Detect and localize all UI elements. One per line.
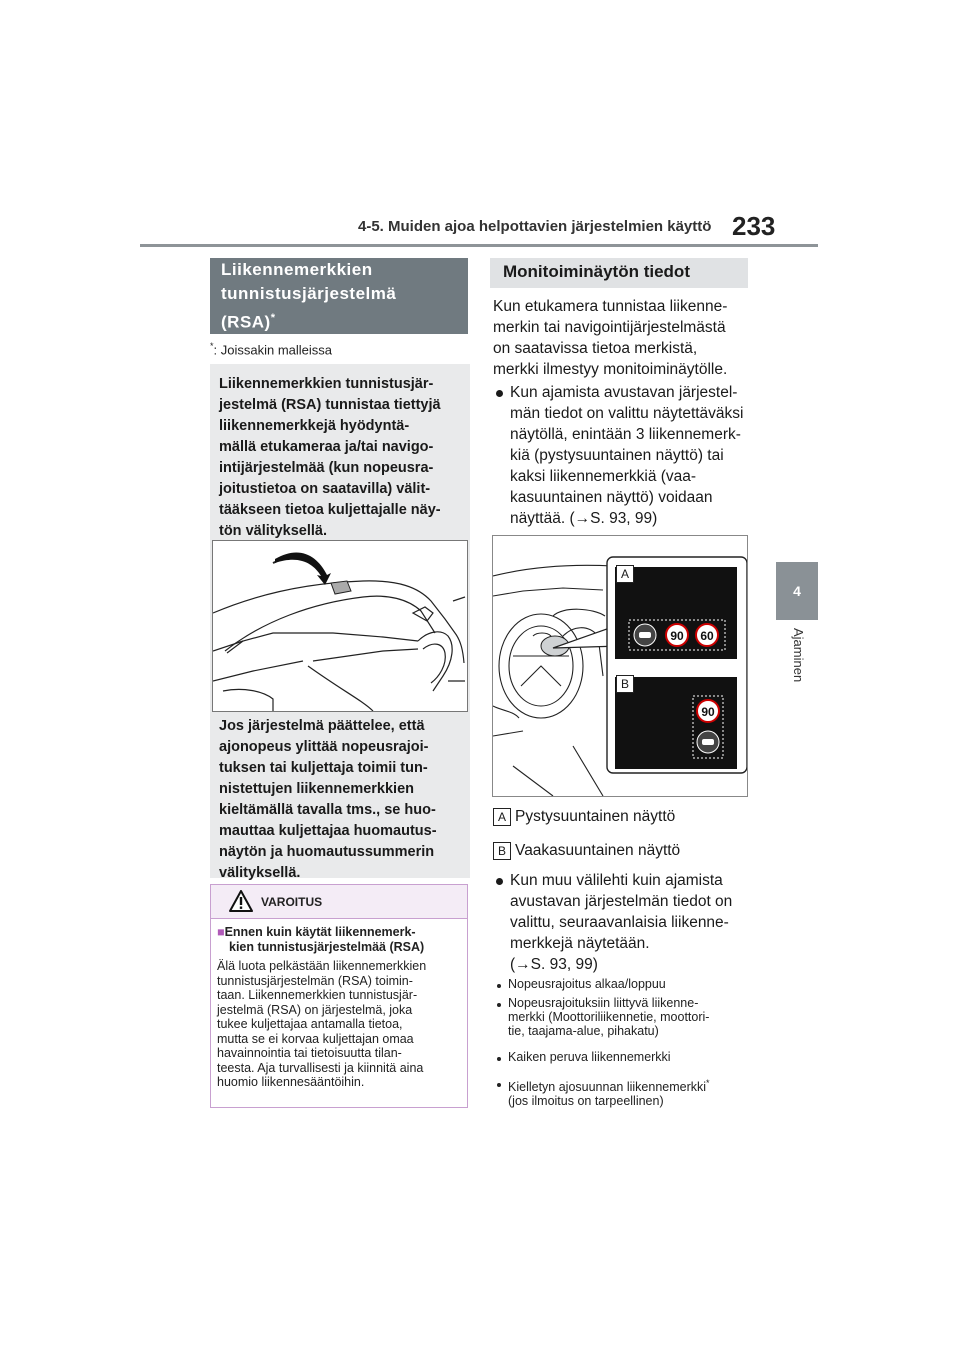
heading-line: (RSA) bbox=[221, 312, 271, 332]
section-title: 4-5. Muiden ajoa helpottavien järjestelmien käyttö bbox=[358, 218, 712, 235]
camera-location-illustration bbox=[212, 540, 468, 712]
text-line: Nopeusrajoituksiin liittyvä liikenne- bbox=[508, 996, 699, 1010]
list-item bbox=[508, 1076, 758, 1108]
rsa-intro-text bbox=[219, 374, 441, 542]
text-line: Kun ajamista avustavan järjestel- bbox=[510, 384, 738, 401]
text-line: Kaiken peruva liikennemerkki bbox=[508, 1050, 671, 1064]
warning-label: VAROITUS bbox=[261, 895, 323, 909]
list-item bbox=[508, 977, 758, 991]
text-line: avustavan järjestelmän tiedot on bbox=[510, 893, 733, 910]
text-line: nistettujen liikennemerkkien bbox=[219, 781, 415, 797]
text-line: tääkseen tietoa kuljettajalle näy- bbox=[219, 502, 441, 518]
rsa-section-heading bbox=[210, 258, 468, 334]
text-line: ajonopeus ylittää nopeusrajoi- bbox=[219, 739, 429, 755]
text-line: (→S. 93, 99) bbox=[510, 956, 598, 973]
list-item bbox=[508, 996, 758, 1038]
rsa-info-panel bbox=[210, 364, 470, 881]
text-line: (jos ilmoitus on tarpeellinen) bbox=[508, 1094, 664, 1109]
text-line: merkkejä näytetään. bbox=[510, 935, 650, 952]
text-line: Ennen kuin käytät liikennemerk- bbox=[224, 925, 416, 939]
text-line: Älä luota pelkästään liikennemerkkien bbox=[217, 959, 427, 973]
small-bullet-icon bbox=[497, 984, 501, 988]
text-line: jestelmä (RSA) on järjestelmä, joka bbox=[217, 1002, 413, 1017]
text-line: teesta. Aja turvallisesti ja kiinnitä aina bbox=[217, 1060, 424, 1075]
text-line: kaksi liikennemerkkiä (vaa- bbox=[510, 468, 697, 485]
square-bullet-icon: ■ bbox=[217, 925, 225, 939]
warning-box bbox=[210, 884, 468, 1108]
text-line: liikennemerkkejä hyödyntä- bbox=[219, 418, 410, 434]
text-line: kieltämällä tavalla tms., se huo- bbox=[219, 802, 436, 818]
text-line: havainnointia tai tietoisuutta tilan- bbox=[217, 1046, 402, 1060]
text-line: män tiedot on valittu näytettäväksi bbox=[510, 405, 744, 422]
text-line: mutta se ei korvaa kuljettajan omaa bbox=[217, 1031, 414, 1046]
legend-text-a: Pystysuuntainen näyttö bbox=[515, 808, 676, 825]
label-a-box: A bbox=[616, 565, 634, 583]
bullet-icon bbox=[496, 390, 503, 397]
label-b-box: B bbox=[616, 675, 634, 693]
small-bullet-icon bbox=[497, 1083, 501, 1087]
small-bullet-icon bbox=[497, 1057, 501, 1061]
heading-line: tunnistusjärjestelmä bbox=[221, 284, 397, 303]
text-line: kiä (pystysuuntainen näyttö) tai bbox=[510, 447, 724, 464]
page-number: 233 bbox=[732, 211, 776, 241]
text-line: tukee kuljettajaa antamalla tietoa, bbox=[217, 1017, 403, 1031]
warning-header bbox=[211, 885, 467, 919]
text-line: näyttää. (→S. 93, 99) bbox=[510, 510, 658, 527]
display-intro-text bbox=[493, 296, 727, 380]
heading-line: Liikennemerkkien bbox=[221, 260, 373, 279]
text-line: näytön ja huomautussummerin bbox=[219, 844, 435, 860]
text-line: Liikennemerkkien tunnistusjär- bbox=[219, 376, 434, 392]
text-line: merkin tai navigointijärjestelmästä bbox=[493, 319, 726, 336]
bullet-driver-assist-text bbox=[510, 382, 744, 529]
chapter-tab: 4 bbox=[776, 562, 818, 620]
header-rule bbox=[140, 244, 818, 247]
warning-subheading bbox=[217, 925, 424, 955]
text-line: Kun muu välilehti kuin ajamista bbox=[510, 872, 723, 889]
warning-body bbox=[217, 959, 465, 1090]
bullet-other-tab-text bbox=[510, 870, 732, 975]
text-line: joitustietoa on saatavilla) välit- bbox=[219, 481, 431, 497]
rsa-warning-text bbox=[219, 716, 437, 884]
text-line: kasuuntainen näyttö) voidaan bbox=[510, 489, 713, 506]
footnote-text: : Joissakin malleissa bbox=[213, 342, 333, 358]
text-line: Jos järjestelmä päättelee, että bbox=[219, 718, 425, 734]
legend-text-b: Vaakasuuntainen näyttö bbox=[515, 842, 681, 859]
text-line: näytöllä, enintään 3 liikennemerk- bbox=[510, 426, 741, 443]
text-line: huomio liikennesääntöihin. bbox=[217, 1075, 365, 1089]
heading-text: Monitoiminäytön tiedot bbox=[503, 262, 690, 281]
warning-triangle-icon bbox=[229, 890, 253, 912]
text-line: tön välityksellä. bbox=[219, 523, 327, 539]
text-line: mauttaa kuljettajaa huomautus- bbox=[219, 823, 437, 839]
speed-sign-90-b: 90 bbox=[701, 705, 715, 719]
text-line: Nopeusrajoitus alkaa/loppuu bbox=[508, 977, 666, 991]
heading-footnote-marker: * bbox=[270, 312, 276, 324]
speed-sign-60: 60 bbox=[700, 629, 714, 643]
text-line: intijärjestelmää (kun nopeusra- bbox=[219, 460, 434, 476]
text-line: välityksellä. bbox=[219, 865, 301, 881]
text-line: tie, taajama-alue, pihakatu) bbox=[508, 1024, 659, 1038]
text-line: tuksen tai kuljettaja toimii tun- bbox=[219, 760, 428, 776]
chapter-name: Ajaminen bbox=[791, 628, 806, 683]
text-line: on saatavissa tietoa merkistä, bbox=[493, 340, 698, 357]
footnote-marker: * bbox=[706, 1078, 710, 1088]
display-info-heading bbox=[490, 258, 748, 288]
legend-key-a: A bbox=[493, 808, 511, 826]
text-line: jestelmä (RSA) tunnistaa tiettyjä bbox=[219, 397, 441, 413]
legend-key-b: B bbox=[493, 842, 511, 860]
car-front-camera-icon bbox=[213, 541, 467, 711]
footnote-marker: * bbox=[210, 341, 214, 351]
small-bullet-icon bbox=[497, 1003, 501, 1007]
speed-sign-90-a: 90 bbox=[670, 629, 684, 643]
multi-display-figure bbox=[492, 535, 748, 797]
text-line: tunnistusjärjestelmän (RSA) toimin- bbox=[217, 973, 413, 988]
text-line: Kun etukamera tunnistaa liikenne- bbox=[493, 298, 728, 315]
text-line: merkki ilmestyy monitoiminäytölle. bbox=[493, 361, 728, 378]
bullet-icon bbox=[496, 878, 503, 885]
text-line: taan. Liikennemerkkien tunnistusjär- bbox=[217, 988, 418, 1002]
text-line: valittu, seuraavanlaisia liikenne- bbox=[510, 914, 729, 931]
footnote bbox=[210, 341, 332, 357]
text-line: mällä etukameraa ja/tai navigo- bbox=[219, 439, 434, 455]
text-line: Kielletyn ajosuunnan liikennemerkki bbox=[508, 1080, 707, 1095]
text-line: kien tunnistusjärjestelmää (RSA) bbox=[229, 940, 425, 954]
list-item bbox=[508, 1050, 758, 1064]
text-line: merkki (Moottoriliikennetie, moottori- bbox=[508, 1010, 710, 1024]
